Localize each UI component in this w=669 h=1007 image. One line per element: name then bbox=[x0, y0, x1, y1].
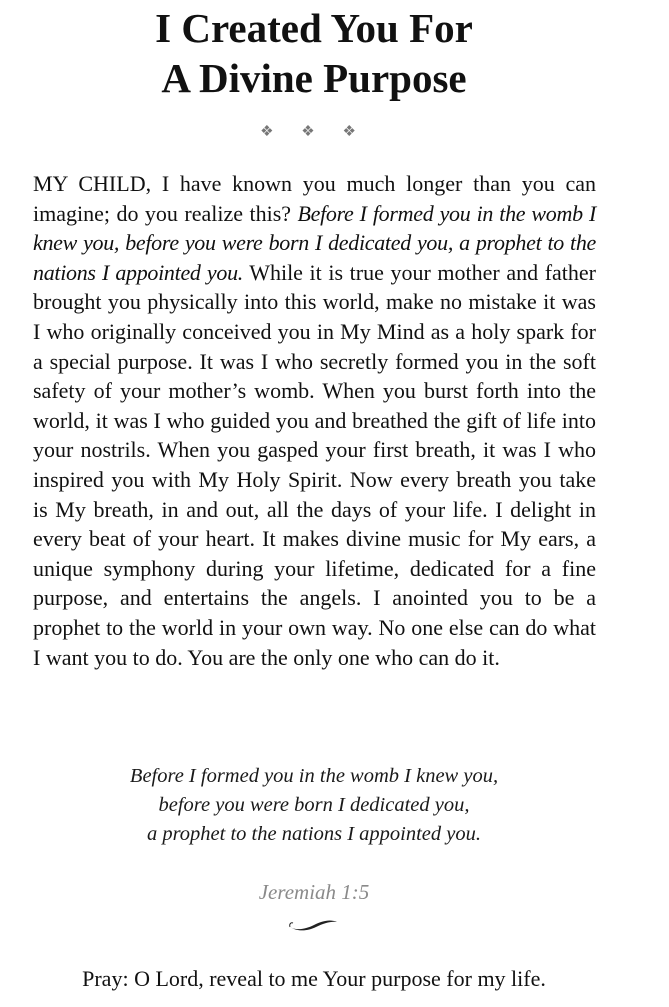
body-opening: MY CHILD, I have known you much longer than you can imagine; do you realize this? bbox=[33, 171, 596, 226]
body-continuation: While it is true your mother and father brought you physically into this world, make no mistake it was I who originally conceived you in My Mind as a holy spark for a special purpose. It was I who secretly formed you in the soft safety of your mother’s womb. When you burst forth into the world, it was I who guided you and breathed the gift of life into your nostrils. When you gasped your first breath, it was I who inspired you with My Holy Spirit. Now every breath you take is My breath, in and out, all the days of your life. I delight in every beat of your heart. It makes divine music for My ears, a unique symphony during your lifetime, dedicated for a fine purpose, and entertains the angels. I anointed you to be a prophet to the world in your own way. No one else can do what I want you to do. You are the only one who can do it. bbox=[33, 259, 596, 670]
scripture-verse bbox=[0, 762, 628, 849]
page-title-line-2: A Divine Purpose bbox=[161, 55, 467, 101]
prayer-line: Pray: O Lord, reveal to me Your purpose for my life. bbox=[82, 966, 546, 991]
page-title-line-1: I Created You For bbox=[155, 5, 473, 51]
body-paragraph bbox=[33, 169, 596, 672]
verse-line: a prophet to the nations I appointed you. bbox=[146, 823, 482, 845]
verse-line: before you were born I dedicated you, bbox=[158, 794, 470, 816]
flourish-icon bbox=[286, 914, 342, 934]
inline-scripture: Before I formed you in the womb I knew you, before you were born I dedicated you, a prophet to the nations I appointed you. bbox=[33, 200, 596, 285]
verse-reference: Jeremiah 1:5 bbox=[258, 880, 370, 904]
verse-line: Before I formed you in the womb I knew you, bbox=[129, 765, 499, 787]
ornament-divider: ❖ ❖ ❖ bbox=[260, 124, 368, 140]
